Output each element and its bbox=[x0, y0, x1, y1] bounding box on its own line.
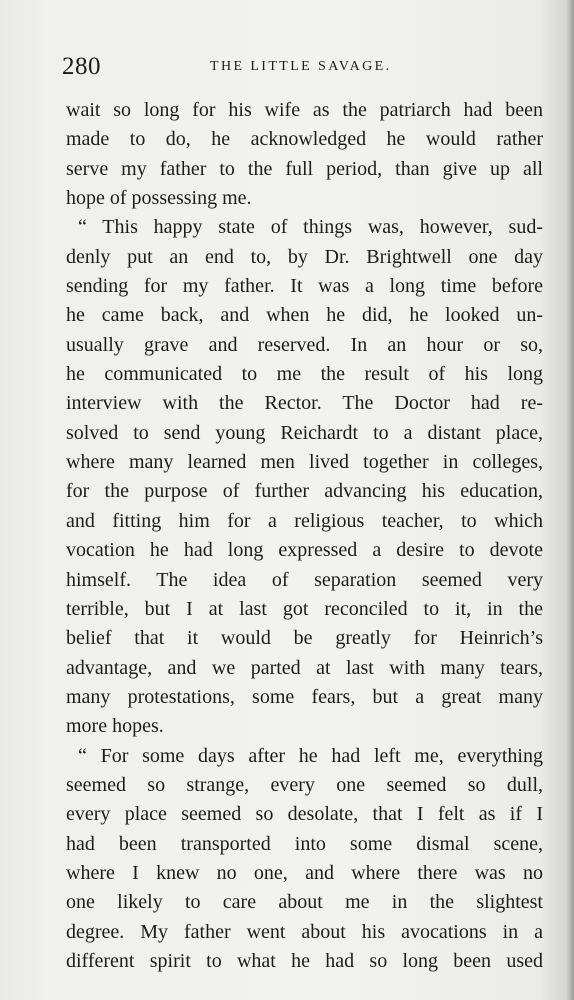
text-line: one likely to care about me in the slightest bbox=[66, 891, 543, 914]
text-line: had been transported into some dismal scene, bbox=[66, 832, 543, 855]
paragraph-start-line: “ For some days after he had left me, everything bbox=[78, 744, 543, 767]
text-line: advantage, and we parted at last with many tears, bbox=[66, 656, 543, 679]
text-line: and fitting him for a religious teacher, to which bbox=[66, 509, 543, 532]
text-line: serve my father to the full period, than give up all bbox=[66, 157, 543, 180]
text-line: degree. My father went about his avocations in a bbox=[66, 920, 543, 943]
text-line: sending for my father. It was a long time before bbox=[66, 275, 543, 298]
text-line: hope of possessing me. bbox=[66, 187, 252, 210]
text-line: where many learned men lived together in colleges, bbox=[66, 451, 543, 474]
paragraph-start-line: “ This happy state of things was, however, sud- bbox=[78, 216, 543, 239]
text-line: many protestations, some fears, but a great many bbox=[66, 685, 543, 708]
text-line: usually grave and reserved. In an hour or so, bbox=[66, 333, 543, 356]
page-number: 280 bbox=[62, 53, 101, 80]
text-line: wait so long for his wife as the patriarch had been bbox=[66, 99, 543, 121]
text-line: denly put an end to, by Dr. Brightwell one day bbox=[66, 245, 543, 268]
text-line: seemed so strange, every one seemed so dull, bbox=[66, 773, 543, 796]
body-text bbox=[66, 96, 543, 976]
page-edge-shadow bbox=[566, 0, 574, 1000]
text-line: different spirit to what he had so long been used bbox=[66, 949, 543, 972]
text-line: he came back, and when he did, he looked un- bbox=[66, 304, 543, 327]
text-line: every place seemed so desolate, that I felt as if I bbox=[66, 803, 543, 826]
text-line: he communicated to me the result of his long bbox=[66, 363, 543, 386]
running-title: THE LITTLE SAVAGE. bbox=[210, 59, 392, 74]
text-line: vocation he had long expressed a desire to devote bbox=[66, 539, 543, 562]
text-line: himself. The idea of separation seemed very bbox=[66, 568, 543, 591]
text-line: where I knew no one, and where there was no bbox=[66, 861, 543, 884]
text-line: made to do, he acknowledged he would rather bbox=[66, 128, 543, 151]
text-line: belief that it would be greatly for Heinrich’s bbox=[66, 627, 543, 650]
text-line: solved to send young Reichardt to a distant place, bbox=[66, 421, 543, 444]
text-line: for the purpose of further advancing his education, bbox=[66, 480, 543, 503]
text-line: interview with the Rector. The Doctor had re- bbox=[66, 392, 543, 415]
text-line: more hopes. bbox=[66, 715, 164, 738]
text-line: terrible, but I at last got reconciled to it, in the bbox=[66, 597, 543, 620]
